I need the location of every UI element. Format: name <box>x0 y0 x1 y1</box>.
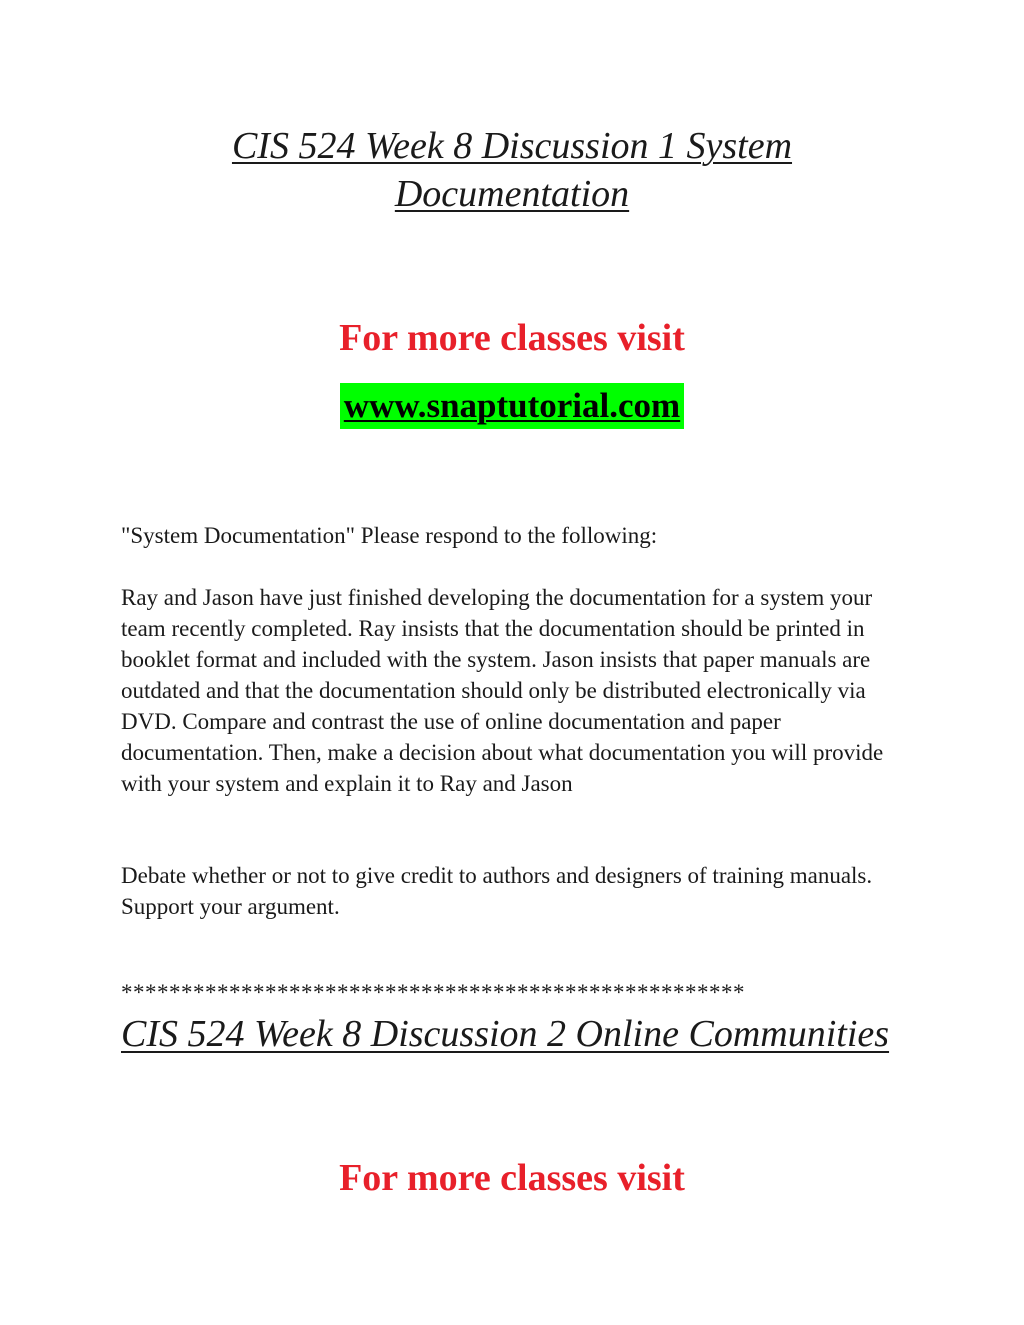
snaptutorial-link[interactable]: www.snaptutorial.com <box>340 383 684 429</box>
discussion-1-prompt: "System Documentation" Please respond to the following: <box>121 523 658 548</box>
promo-text-2: For more classes visit <box>339 1157 685 1199</box>
promo-link-wrapper <box>0 383 1024 429</box>
discussion-1-paragraph-2: Debate whether or not to give credit to authors and designers of training manuals. Support your argument. <box>121 863 873 919</box>
discussion-1-title <box>0 122 1024 218</box>
discussion-1-title-line-2: Documentation <box>394 173 630 215</box>
section-separator: **************************************************** <box>121 980 745 1005</box>
discussion-2-title: CIS 524 Week 8 Discussion 2 Online Communities <box>121 1013 890 1055</box>
discussion-1-title-line-1: CIS 524 Week 8 Discussion 1 System <box>231 125 793 167</box>
discussion-1-paragraph-1: Ray and Jason have just finished developing the documentation for a system your team recently completed. Ray insists that the documentation should be printed in booklet format and included with the system. Jason insists that paper manuals are outdated and that the documentation should only be distributed electronically via DVD. Compare and contrast the use of online documentation and paper documentation. Then, make a decision about what documentation you will provide with your system and explain it to Ray and Jason <box>121 585 884 796</box>
promo-text-1: For more classes visit <box>339 317 685 359</box>
